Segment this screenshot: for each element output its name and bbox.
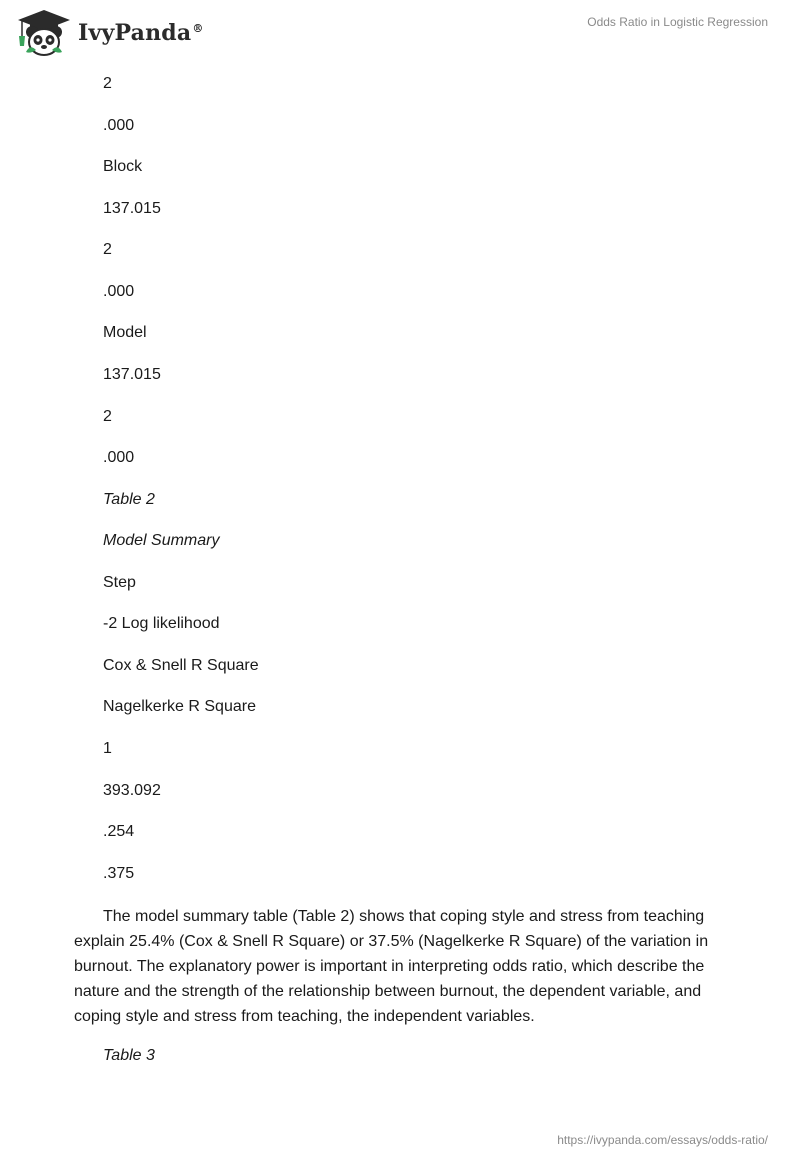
table-cell: .375 (103, 865, 135, 882)
table-cell: Block (103, 158, 143, 175)
page-header (0, 0, 800, 70)
table-header-cell: Cox & Snell R Square (103, 657, 259, 674)
table-cell: 137.015 (103, 200, 161, 217)
table-cell: Model (103, 324, 147, 341)
table-header-cell: -2 Log likelihood (103, 615, 220, 632)
body-paragraph: The model summary table (Table 2) shows that coping style and stress from teaching explain 25.4% (Cox & Snell R Square) or 37.5% (Nagelkerke R Square) of the variation in burnout. The explanatory power is important in interpreting odds ratio, which describe the nature and the strength of the relationship between burnout, the dependent variable, and coping style and stress from teaching, the independent variables. (74, 908, 709, 1025)
document-title: Odds Ratio in Logistic Regression (587, 15, 768, 29)
table-title: Model Summary (103, 532, 220, 549)
table-label: Table 3 (103, 1047, 155, 1064)
table-cell: 1 (103, 740, 112, 757)
panda-graduate-icon (14, 8, 74, 58)
table-cell: 393.092 (103, 782, 161, 799)
table-cell: .254 (103, 823, 135, 840)
ivypanda-logo[interactable] (14, 8, 204, 58)
table-cell: .000 (103, 283, 135, 300)
table-cell: .000 (103, 449, 135, 466)
brand-name: IvyPanda® (78, 20, 204, 46)
table-cell: 2 (103, 408, 112, 425)
table-cell: 2 (103, 241, 112, 258)
table-label: Table 2 (103, 491, 155, 508)
table-cell: .000 (103, 117, 135, 134)
table-header-cell: Nagelkerke R Square (103, 698, 256, 715)
table-cell: 137.015 (103, 366, 161, 383)
table-header-cell: Step (103, 574, 136, 591)
table-cell: 2 (103, 75, 112, 92)
footer-url-link[interactable]: https://ivypanda.com/essays/odds-ratio/ (557, 1133, 768, 1147)
